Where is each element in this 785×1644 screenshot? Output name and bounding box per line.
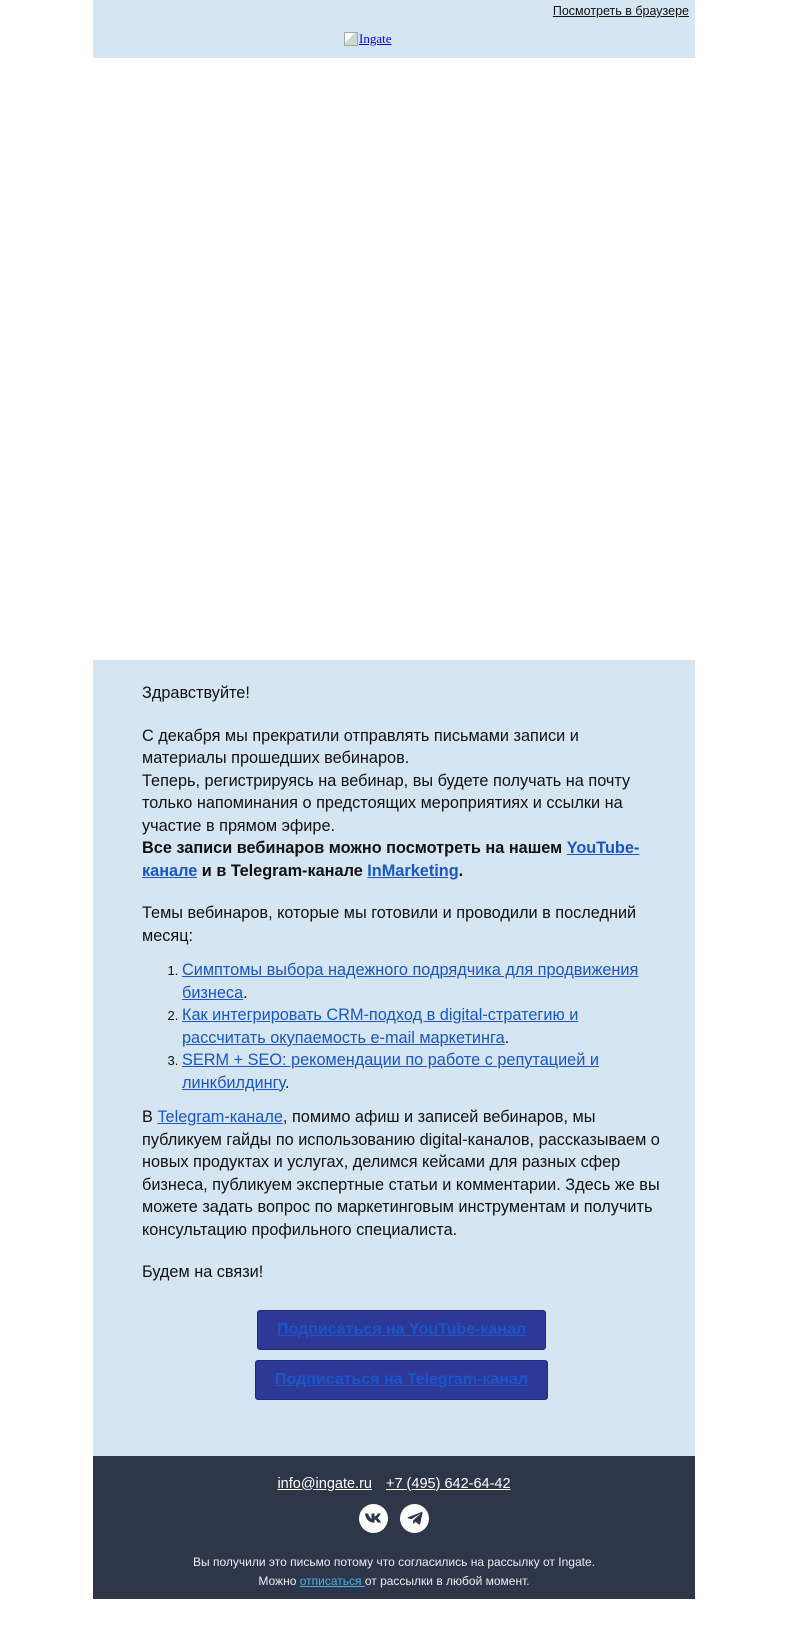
logo-alt-text: Ingate [359,31,392,46]
greeting: Здравствуйте! [142,684,250,702]
telegram-paragraph: В Telegram-канале, помимо афиш и записей вебинаров, мы публикуем гайды по использованию digital-каналов, рассказываем о новых продуктах и услугах, делимся кейсами для разных сфер бизнеса, публикуем экспертные статьи и комментарии. Здесь же вы можете задать вопрос по маркетинговым инструментам и получить консультацию профильного специалиста. [142,1108,660,1239]
closing-text: Будем на связи! [142,1263,264,1281]
list-item: 3. SERM + SEO: рекомендации по работе с репутацией и линкбилдингу. [182,1049,661,1094]
topics-list [142,959,661,1094]
phone-link[interactable]: +7 (495) 642-64-42 [386,1475,511,1492]
list-item: 2. Как интегрировать CRM-подход в digital-стратегию и рассчитать окупаемость e-mail маркетинга. [182,1004,661,1049]
telegram-logo-svg [407,1511,423,1525]
notice-line-1: Вы получили это письмо потому что согласились на рассылку от Ingate. [193,1554,595,1569]
cta-buttons [142,1310,661,1400]
broken-image-icon [344,32,358,46]
youtube-channel-link[interactable]: YouTube-канале [142,839,640,880]
email-header [93,0,695,58]
email-footer [93,1456,695,1599]
list-item: 1. Симптомы выбора надежного подрядчика для продвижения бизнеса. [182,959,661,1004]
email-link[interactable]: info@ingate.ru [277,1475,372,1492]
email-container [93,0,695,1599]
hero-image-area [93,58,695,660]
intro-paragraph-1: С декабря мы прекратили отправлять письмами записи и материалы прошедших вебинаров. [142,726,579,767]
subscribe-youtube-button[interactable]: Подписаться на YouTube-канал [257,1310,546,1350]
recordings-note: Все записи вебинаров можно посмотреть на нашем YouTube-канале и в Telegram-канале InMarketing. [142,839,640,880]
subscribe-telegram-button[interactable]: Подписаться на Telegram-канал [255,1360,548,1400]
logo[interactable] [344,31,391,47]
notice-line-2: Можно отписаться от рассылки в любой момент. [258,1573,530,1588]
inmarketing-link[interactable]: InMarketing [367,861,459,880]
intro-paragraph-2: Теперь, регистрируясь на вебинар, вы будете получать на почту только напоминания о предстоящих мероприятиях и ссылки на участие в прямом эфире. [142,771,631,835]
view-in-browser-link[interactable]: Посмотреть в браузере [552,4,689,18]
topic-link-2[interactable]: Как интегрировать CRM-подход в digital-стратегию и рассчитать окупаемость e-mail маркетинга [182,1006,579,1047]
vk-logo-svg [364,1512,383,1524]
telegram-icon[interactable] [400,1504,429,1533]
footer-notice [103,1553,685,1591]
vk-icon[interactable] [359,1504,388,1533]
social-links [103,1504,685,1533]
topics-intro: Темы вебинаров, которые мы готовили и проводили в последний месяц: [142,904,637,945]
contacts [103,1476,685,1492]
telegram-channel-link[interactable]: Telegram-канале [157,1108,283,1126]
unsubscribe-link[interactable]: отписаться [299,1573,365,1588]
topic-link-3[interactable]: SERM + SEO: рекомендации по работе с репутацией и линкбилдингу [182,1051,599,1092]
email-body [93,660,695,1456]
topic-link-1[interactable]: Симптомы выбора надежного подрядчика для продвижения бизнеса [182,961,639,1002]
